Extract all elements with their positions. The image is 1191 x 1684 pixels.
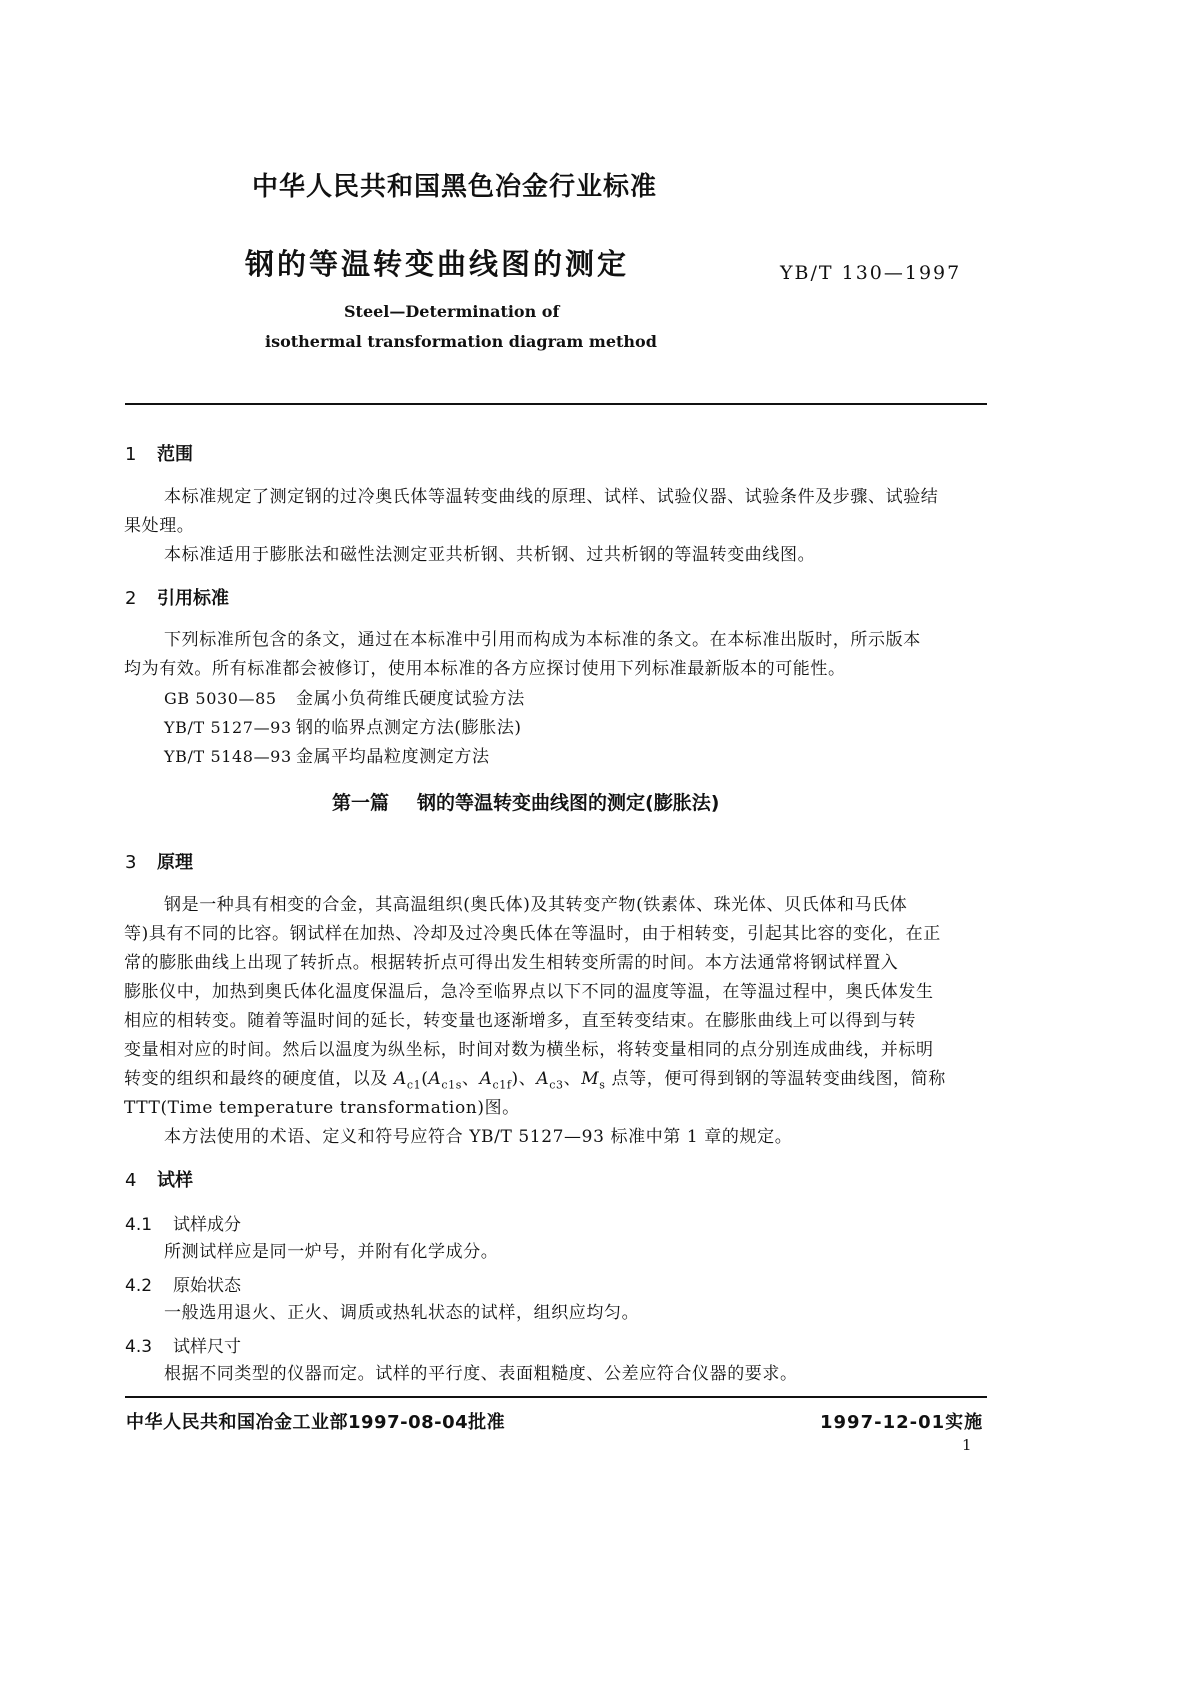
section-number: 1	[125, 444, 137, 465]
text-run: 转变的组织和最终的硬度值，以及	[124, 1069, 395, 1089]
standard-code: YB/T 130—1997	[780, 262, 962, 284]
subsection-number: 4.3	[125, 1337, 153, 1357]
subscript: c1	[406, 1078, 422, 1092]
s3-line: 钢是一种具有相变的合金，其高温组织(奥氏体)及其转变产物(铁素体、珠光体、贝氏体和马氏体	[164, 895, 908, 915]
subsection-number: 4.2	[125, 1276, 153, 1296]
section-2-heading	[125, 584, 229, 610]
s3-line: 膨胀仪中，加热到奥氏体化温度保温后，急冷至临界点以下不同的温度等温，在等温过程中，奥氏体发生	[124, 982, 934, 1002]
section-number: 4	[125, 1170, 137, 1191]
section-number: 2	[125, 588, 137, 609]
section-title: 原理	[157, 852, 193, 873]
section-title: 范围	[157, 444, 193, 465]
symbol-a: A	[479, 1069, 493, 1089]
approval-line: 中华人民共和国冶金工业部1997-08-04批准	[126, 1412, 506, 1433]
s3-line: 等)具有不同的比容。钢试样在加热、冷却及过冷奥氏体在等温时，由于相转变，引起其比容的变化，在正	[124, 924, 941, 944]
symbol-a: A	[394, 1069, 407, 1089]
page-number: 1	[962, 1436, 972, 1454]
subscript: c3	[549, 1078, 564, 1092]
reference-title: 金属小负荷维氏硬度试验方法	[296, 689, 525, 709]
subsection-heading	[125, 1271, 241, 1296]
subsection-body: 所测试样应是同一炉号，并附有化学成分。	[164, 1242, 499, 1262]
symbol-m: M	[581, 1069, 600, 1089]
reference-code: GB 5030—85	[164, 689, 277, 708]
s3-line: 常的膨胀曲线上出现了转折点。根据转折点可得出发生相转变所需的时间。本方法通常将钢试样置入	[124, 953, 899, 973]
header-divider	[125, 403, 987, 405]
reference-title: 钢的临界点测定方法(膨胀法)	[296, 718, 522, 738]
title-en-line1: Steel—Determination of	[344, 302, 560, 321]
s3-line: 相应的相转变。随着等温时间的延长，转变量也逐渐增多，直至转变结束。在膨胀曲线上可以得到与转	[124, 1011, 916, 1031]
reference-item	[164, 740, 490, 774]
s2-p1-line2: 均为有效。所有标准都会被修订，使用本标准的各方应探讨使用下列标准最新版本的可能性。	[124, 659, 846, 679]
part-label: 第一篇	[332, 792, 390, 814]
s3-line: 变量相对应的时间。然后以温度为纵坐标，时间对数为横坐标，将转变量相同的点分别连成曲线，并标明	[124, 1040, 934, 1060]
subscript: c1f	[492, 1078, 512, 1092]
text-run: 、	[462, 1069, 480, 1089]
footer-divider	[125, 1396, 987, 1398]
symbol-a: A	[536, 1069, 550, 1089]
section-number: 3	[125, 852, 137, 873]
s2-p1-line1: 下列标准所包含的条文，通过在本标准中引用而构成为本标准的条文。在本标准出版时，所示版本	[164, 630, 921, 650]
subsection-body: 根据不同类型的仪器而定。试样的平行度、表面粗糙度、公差应符合仪器的要求。	[164, 1364, 798, 1384]
reference-title: 金属平均晶粒度测定方法	[296, 747, 490, 767]
symbol-a: A	[428, 1069, 442, 1089]
part-heading	[332, 788, 719, 815]
reference-code: YB/T 5127—93	[164, 718, 292, 737]
text-run: 点等，便可得到钢的等温转变曲线图，简称	[605, 1069, 946, 1089]
text-run: 、	[563, 1069, 582, 1089]
subsection-title: 原始状态	[173, 1276, 241, 1296]
subscript: s	[599, 1078, 606, 1092]
section-4-heading	[125, 1166, 193, 1192]
document-title: 钢的等温转变曲线图的测定	[245, 247, 630, 281]
effective-date: 1997-12-01实施	[820, 1412, 984, 1433]
section-3-heading	[125, 848, 193, 874]
subsection-body: 一般选用退火、正火、调质或热轧状态的试样，组织应均匀。	[164, 1303, 640, 1323]
section-1-heading	[125, 440, 193, 466]
section-title: 试样	[157, 1170, 193, 1191]
text-run: (	[421, 1069, 429, 1089]
subsection-heading	[125, 1210, 241, 1235]
subsection-title: 试样尺寸	[173, 1337, 241, 1357]
title-en-line2: isothermal transformation diagram method	[265, 332, 657, 351]
s3-p2: 本方法使用的术语、定义和符号应符合 YB/T 5127—93 标准中第 1 章的规定。	[164, 1127, 793, 1147]
s1-p2: 本标准适用于膨胀法和磁性法测定亚共析钢、共析钢、过共析钢的等温转变曲线图。	[164, 545, 816, 565]
subscript: c1s	[441, 1078, 462, 1092]
subsection-number: 4.1	[125, 1215, 153, 1235]
s1-p1-line2: 果处理。	[124, 516, 195, 536]
s3-line: TTT(Time temperature transformation)图。	[124, 1098, 520, 1118]
org-standard-heading: 中华人民共和国黑色冶金行业标准	[252, 172, 658, 202]
part-title: 钢的等温转变曲线图的测定(膨胀法)	[417, 792, 720, 814]
subsection-title: 试样成分	[173, 1215, 241, 1235]
section-title: 引用标准	[157, 588, 229, 609]
text-run: )、	[511, 1069, 537, 1089]
reference-code: YB/T 5148—93	[164, 747, 292, 766]
s1-p1-line1: 本标准规定了测定钢的过冷奥氏体等温转变曲线的原理、试样、试验仪器、试验条件及步骤、试验结	[164, 487, 939, 507]
subsection-heading	[125, 1332, 241, 1357]
